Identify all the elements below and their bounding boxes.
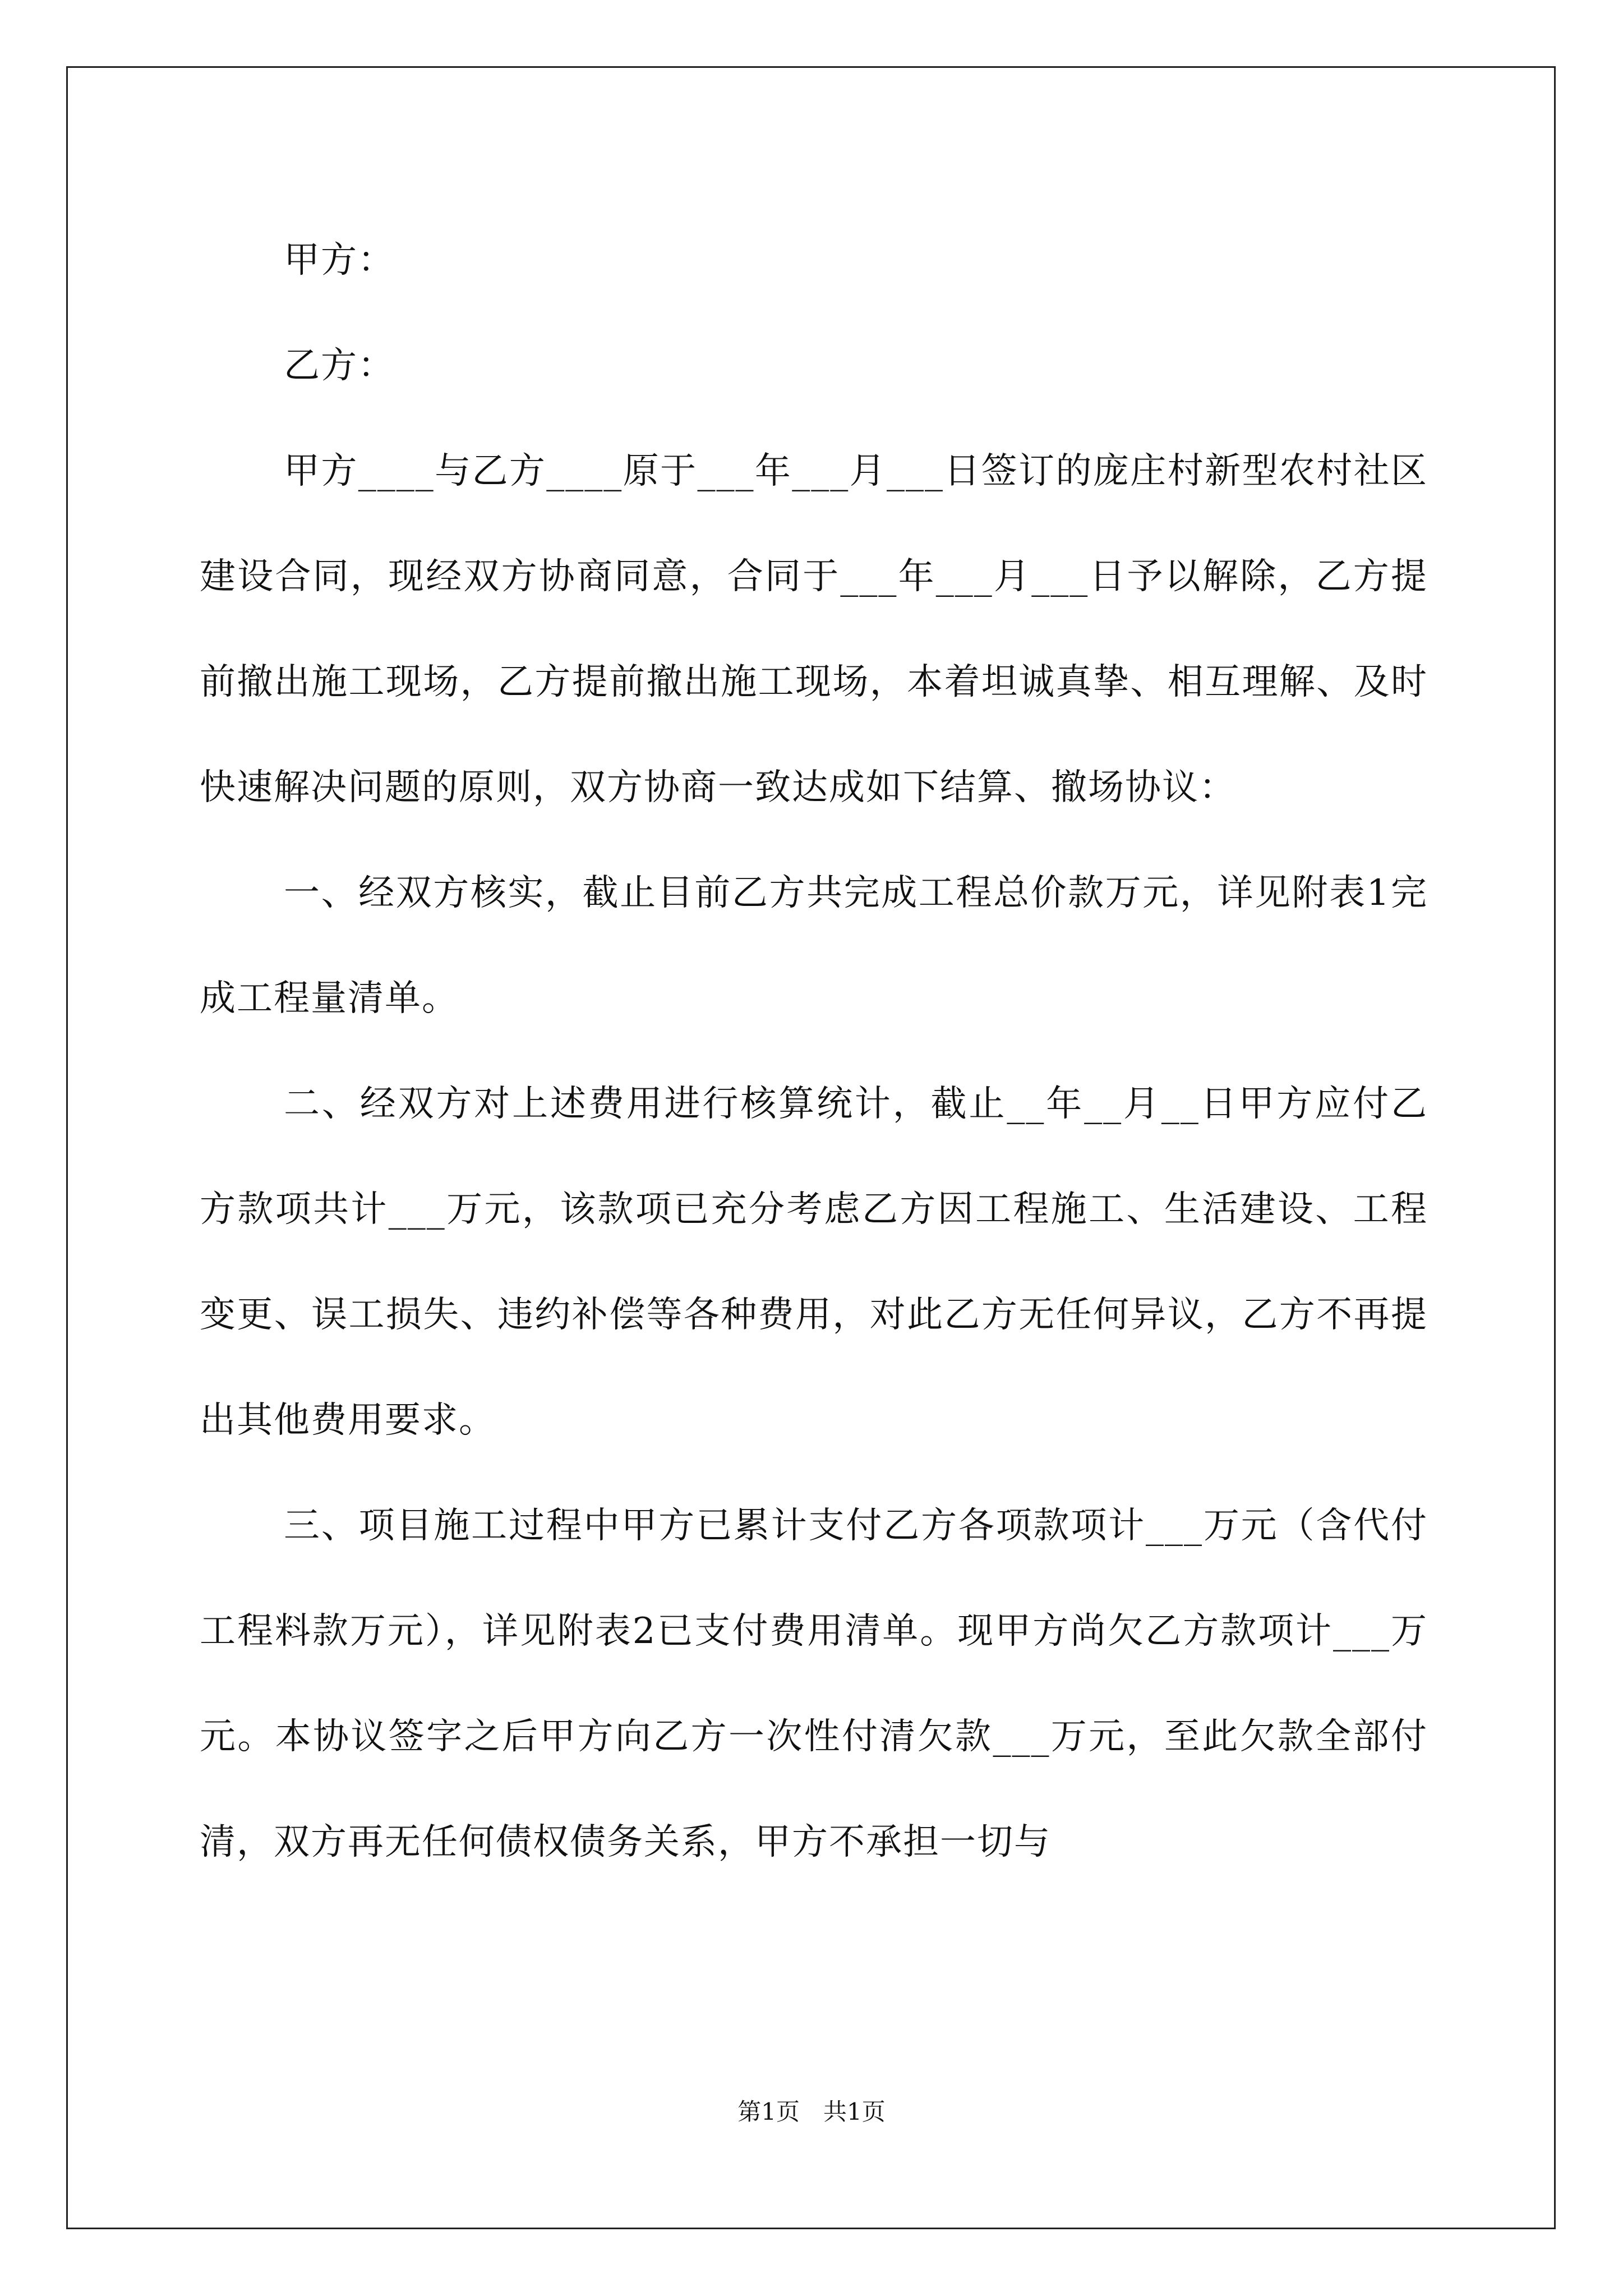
document-body <box>200 208 1428 1895</box>
party-a-line: 甲方： <box>284 240 395 281</box>
intro-paragraph: 甲方____与乙方____原于___年___月___日签订的庞庄村新型农村社区建设合同，现经双方协商同意，合同于___年___月___日予以解除，乙方提前撤出施工现场，乙方提前撤出施工现场，本着坦诚真挚、相互理解、及时快速解决问题的原则，双方协商一致达成如下结算、撤场协议： <box>200 450 1428 808</box>
party-b-line: 乙方： <box>284 345 395 386</box>
clause-1: 一、经双方核实，截止目前乙方共完成工程总价款万元，详见附表1完成工程量清单。 <box>200 872 1428 1019</box>
page-footer: 第1页 共1页 <box>737 2098 886 2125</box>
clause-3: 三、项目施工过程中甲方已累计支付乙方各项款项计___万元（含代付工程料款万元），详见附表2已支付费用清单。现甲方尚欠乙方款项计___万元。本协议签字之后甲方向乙方一次性付清欠款___万元，至此欠款全部付清，双方再无任何债权债务关系，甲方不承担一切与 <box>200 1505 1428 1863</box>
clause-2: 二、经双方对上述费用进行核算统计，截止__年__月__日甲方应付乙方款项共计___万元，该款项已充分考虑乙方因工程施工、生活建设、工程变更、误工损失、违约补偿等各种费用，对此乙方无任何异议，乙方不再提出其他费用要求。 <box>200 1083 1428 1441</box>
